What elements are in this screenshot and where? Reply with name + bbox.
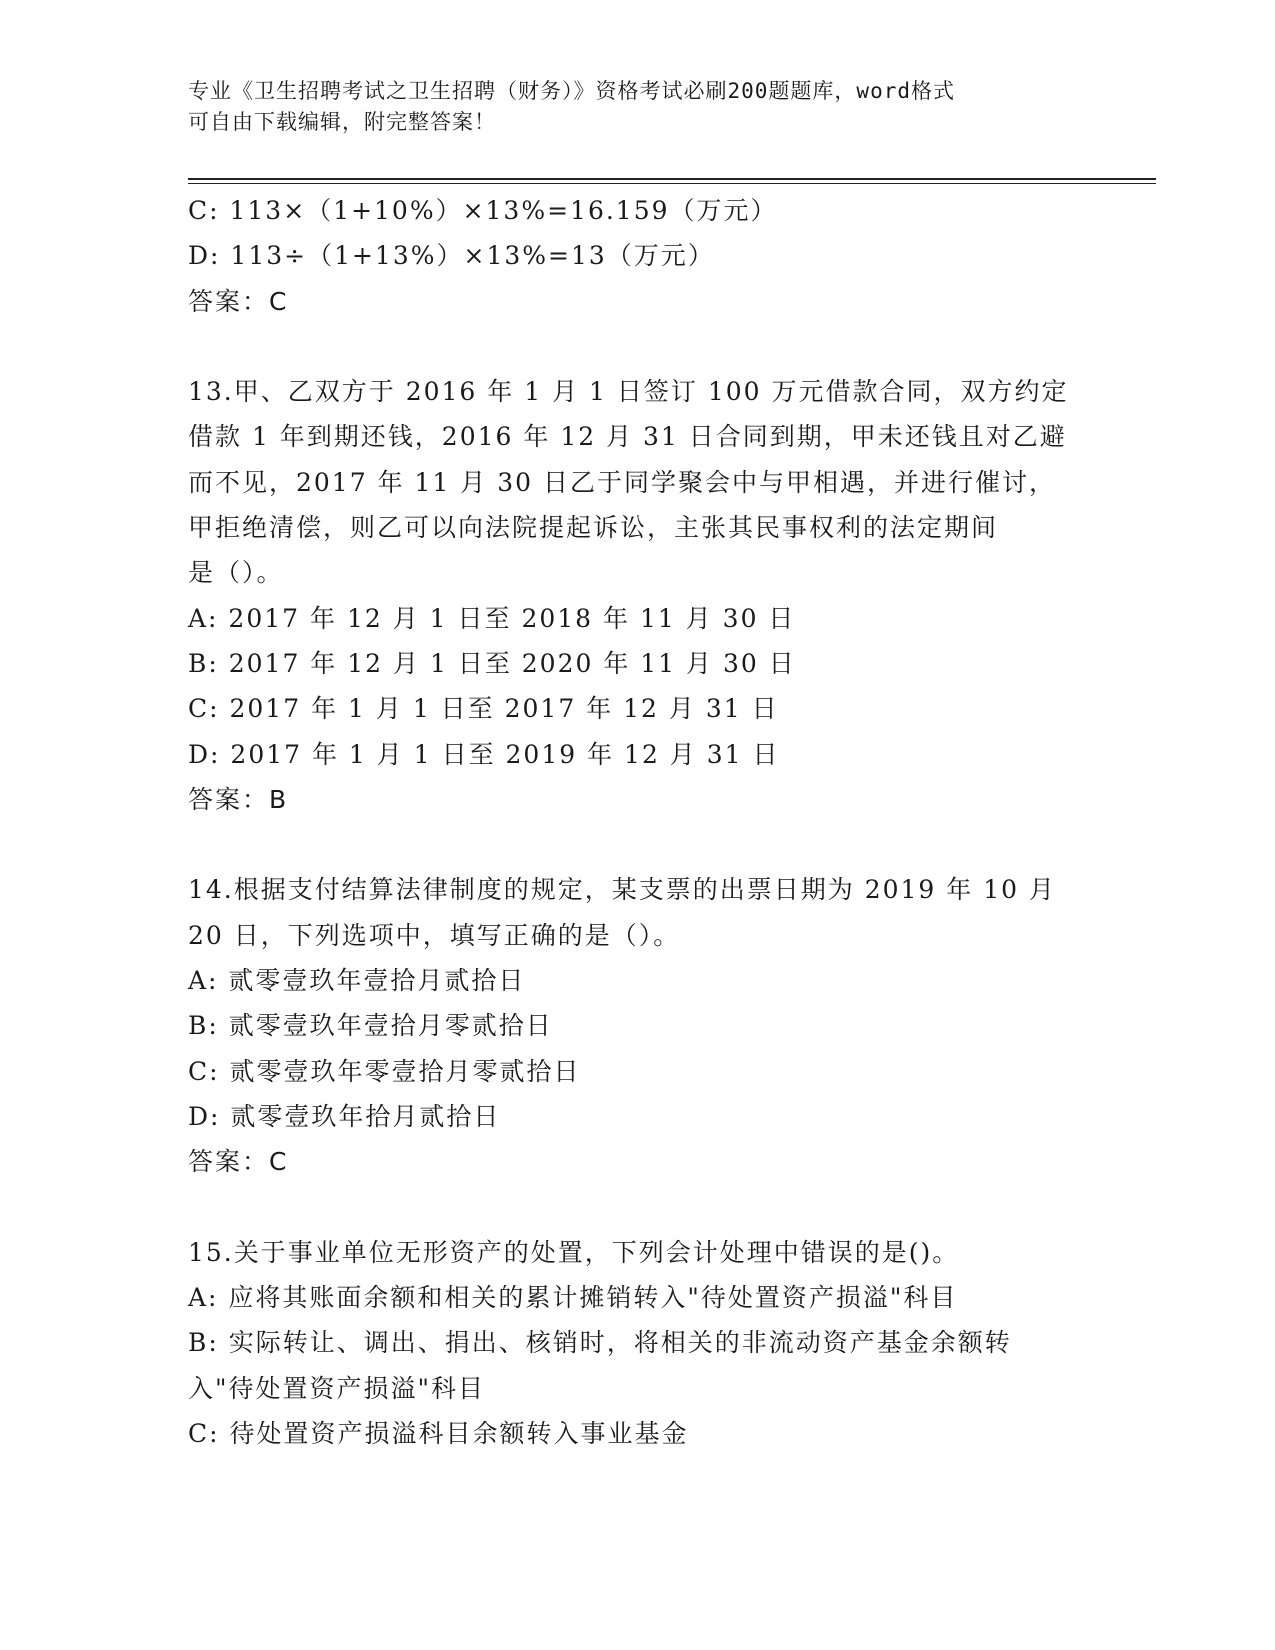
q13-option-a: A: 2017 年 12 月 1 日至 2018 年 11 月 30 日 bbox=[188, 603, 796, 633]
q13-text-line-5: 是（）。 bbox=[188, 558, 284, 588]
question-list bbox=[188, 188, 1088, 1456]
prev-option-c: C: 113×（1+10%）×13%=16.159（万元） bbox=[188, 196, 778, 225]
q13-option-c: C: 2017 年 1 月 1 日至 2017 年 12 月 31 日 bbox=[188, 694, 779, 724]
q15-text-line-1: 15.关于事业单位无形资产的处置，下列会计处理中错误的是()。 bbox=[188, 1237, 960, 1267]
q13-text-line-1: 13.甲、乙双方于 2016 年 1 月 1 日签订 100 万元借款合同，双方约定 bbox=[188, 377, 1069, 407]
q13-option-b: B: 2017 年 12 月 1 日至 2020 年 11 月 30 日 bbox=[188, 648, 796, 678]
header-title-line-2: 可自由下载编辑，附完整答案！ bbox=[188, 110, 496, 134]
document-header bbox=[188, 76, 1088, 138]
q15-option-c: C: 待处置资产损溢科目余额转入事业基金 bbox=[188, 1419, 689, 1449]
q14-option-d: D: 贰零壹玖年拾月贰拾日 bbox=[188, 1101, 501, 1131]
q15-option-b-line-1: B: 实际转让、调出、捐出、核销时，将相关的非流动资产基金余额转 bbox=[188, 1328, 1012, 1358]
q15-option-b-line-2: 入"待处置资产损溢"科目 bbox=[188, 1373, 485, 1403]
q15-option-a: A: 应将其账面余额和相关的累计摊销转入"待处置资产损溢"科目 bbox=[188, 1283, 958, 1313]
q14-option-a: A: 贰零壹玖年壹拾月贰拾日 bbox=[188, 966, 526, 996]
q14-answer: 答案：C bbox=[188, 1147, 289, 1177]
header-title-line-1: 专业《卫生招聘考试之卫生招聘（财务）》资格考试必刷200题题库，word格式 bbox=[188, 79, 955, 103]
spacer bbox=[188, 822, 1088, 867]
q14-option-b: B: 贰零壹玖年壹拾月零贰拾日 bbox=[188, 1011, 553, 1041]
q14-text-line-2: 20 日，下列选项中，填写正确的是（）。 bbox=[188, 920, 681, 950]
q13-option-d: D: 2017 年 1 月 1 日至 2019 年 12 月 31 日 bbox=[188, 739, 780, 769]
spacer bbox=[188, 1185, 1088, 1230]
prev-option-d: D: 113÷（1+13%）×13%=13（万元） bbox=[188, 241, 715, 271]
header-divider-thin bbox=[188, 183, 1156, 184]
prev-answer: 答案：C bbox=[188, 286, 289, 316]
q13-text-line-3: 而不见，2017 年 11 月 30 日乙于同学聚会中与甲相遇，并进行催讨， bbox=[188, 467, 1056, 497]
q14-text-line-1: 14.根据支付结算法律制度的规定，某支票的出票日期为 2019 年 10 月 bbox=[188, 875, 1056, 905]
q13-text-line-4: 甲拒绝清偿，则乙可以向法院提起诉讼，主张其民事权利的法定期间 bbox=[188, 513, 999, 543]
spacer bbox=[188, 324, 1088, 369]
q13-answer: 答案：B bbox=[188, 784, 289, 814]
header-divider-thick bbox=[188, 178, 1156, 180]
q14-option-c: C: 贰零壹玖年零壹拾月零贰拾日 bbox=[188, 1056, 581, 1086]
q13-text-line-2: 借款 1 年到期还钱，2016 年 12 月 31 日合同到期，甲未还钱且对乙避 bbox=[188, 422, 1067, 452]
